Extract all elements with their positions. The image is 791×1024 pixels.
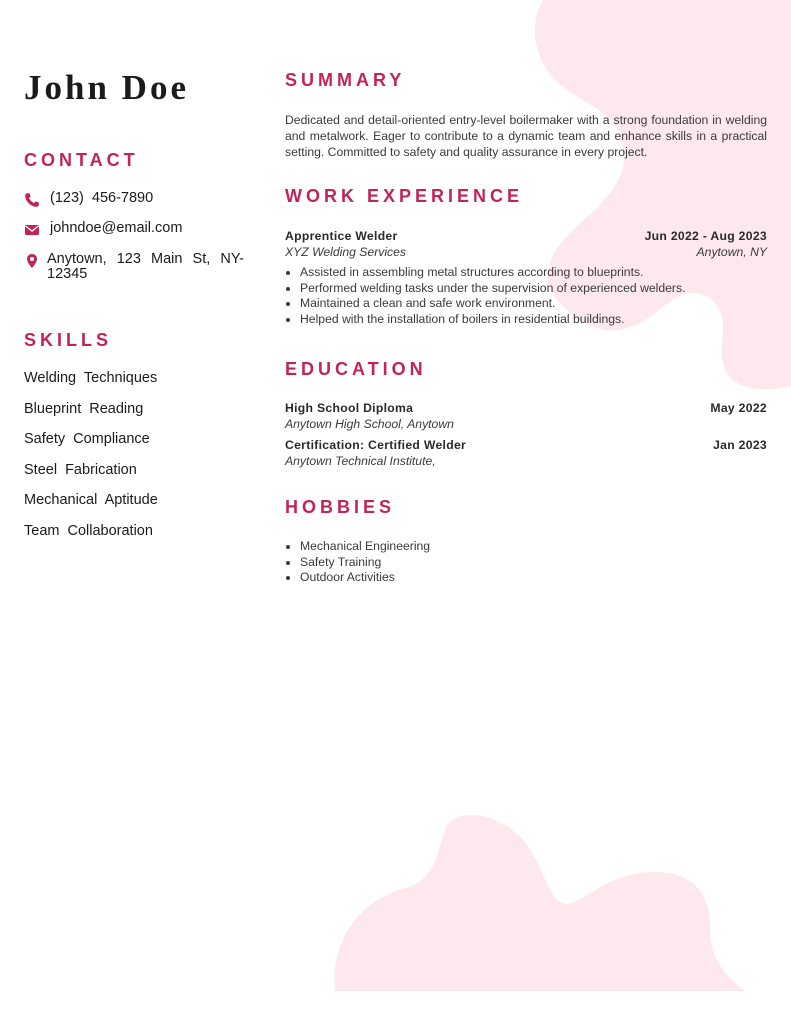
degree-title: High School Diploma bbox=[285, 401, 414, 415]
job-bullet: • Assisted in assembling metal structures according to blueprints. bbox=[300, 265, 782, 281]
degree-date: May 2022 bbox=[710, 401, 767, 415]
work-experience-heading: WORK EXPERIENCE bbox=[285, 186, 524, 206]
hobby-item: • Outdoor Activities bbox=[300, 570, 782, 586]
hobby-item: • Mechanical Engineering bbox=[300, 539, 782, 555]
skill-item: Safety Compliance bbox=[24, 431, 150, 448]
phone-icon bbox=[24, 192, 40, 208]
contact-phone bbox=[24, 191, 244, 208]
degree-date: Jan 2023 bbox=[713, 438, 767, 452]
skill-item: Blueprint Reading bbox=[24, 400, 144, 417]
job-title: Apprentice Welder bbox=[285, 229, 398, 243]
job-bullet: • Maintained a clean and safe work environment. bbox=[300, 296, 782, 312]
skill-item: Team Collaboration bbox=[24, 522, 153, 539]
education-heading: EDUCATION bbox=[285, 359, 427, 379]
top-right-blob bbox=[535, 0, 791, 389]
envelope-icon bbox=[24, 222, 40, 238]
school-name: Anytown Technical Institute, bbox=[285, 454, 436, 468]
job-bullets bbox=[285, 265, 782, 328]
job-header bbox=[285, 229, 767, 243]
contact-heading: CONTACT bbox=[24, 150, 139, 170]
summary-heading: SUMMARY bbox=[285, 70, 406, 90]
job-subheader bbox=[285, 245, 767, 259]
degree-title: Certification: Certified Welder bbox=[285, 438, 467, 452]
email-address: johndoe@email.com bbox=[50, 220, 183, 236]
education-entry-school bbox=[285, 454, 767, 468]
education-entry-header bbox=[285, 401, 767, 415]
skills-list bbox=[24, 370, 158, 554]
school-name: Anytown High School, Anytown bbox=[285, 417, 454, 431]
job-bullet: • Helped with the installation of boilers in residential buildings. bbox=[300, 312, 782, 328]
skills-heading: SKILLS bbox=[24, 330, 113, 350]
candidate-name: John Doe bbox=[24, 68, 189, 107]
hobbies-heading: HOBBIES bbox=[285, 497, 396, 517]
bottom-blob bbox=[334, 815, 745, 991]
address-text: Anytown, 123 Main St, NY-12345 bbox=[47, 251, 244, 282]
summary-text: Dedicated and detail-oriented entry-level boilermaker with a strong foundation in welding and metalwork. Eager to contribute to a dynamic team and enhance skills in a practical setting. Committed to safety and quality assurance in every project. bbox=[285, 113, 767, 159]
job-bullet: • Performed welding tasks under the supervision of experienced welders. bbox=[300, 281, 782, 297]
skill-item: Steel Fabrication bbox=[24, 461, 137, 478]
hobbies-list bbox=[285, 539, 782, 586]
phone-number: (123) 456-7890 bbox=[50, 190, 154, 206]
location-pin-icon bbox=[24, 253, 40, 269]
job-location: Anytown, NY bbox=[696, 245, 767, 259]
contact-address bbox=[24, 252, 244, 282]
job-dates: Jun 2022 - Aug 2023 bbox=[644, 229, 767, 243]
hobby-item: • Safety Training bbox=[300, 555, 782, 571]
education-entry-header bbox=[285, 438, 767, 452]
job-company: XYZ Welding Services bbox=[285, 245, 407, 259]
education-entry-school bbox=[285, 417, 767, 431]
skill-item: Welding Techniques bbox=[24, 370, 158, 386]
contact-email bbox=[24, 221, 244, 238]
skill-item: Mechanical Aptitude bbox=[24, 492, 158, 509]
